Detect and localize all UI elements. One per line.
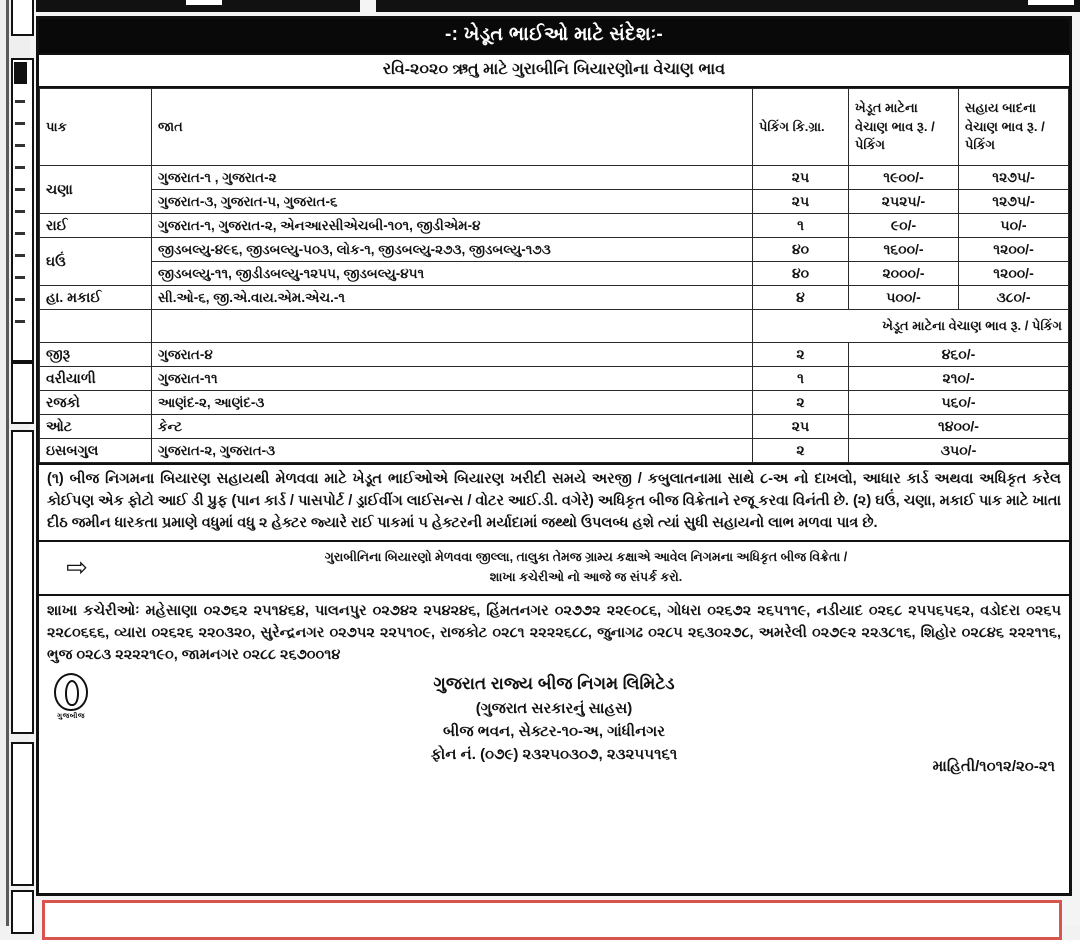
table-row [40,190,1069,214]
cell-price-subsidy: ૫૦/- [959,214,1069,238]
cell-crop: ચણા [40,166,152,214]
seed-price-table [39,88,1069,463]
terms-and-conditions-note: (૧) બીજ નિગમના બિયારણ સહાયથી મેળવવા માટે ખેડૂત ભાઈઓએ બિયારણ ખરીદી સમયે અરજી / કબુલાતનામા સાથે ૮-અ નો દાખલો, આધાર કાર્ડ અથવા અધિકૃત કરેલ કોઈપણ એક ફોટો આઈ ડી પ્રુફ (પાન કાર્ડ / પાસપોર્ટ / ડ્રાઈવીંગ લાઈસન્સ / વોટર આઈ.ડી. વગેરે) અધિકૃત બીજ વિક્રેતાને રજૂ કરવા વિનંતી છે. (૨) ઘઉં, ચણા, મકાઈ પાક માટે ખાતા દીઠ જમીન ધારકતા પ્રમાણે વધુમાં વધુ ૨ હેક્ટર જ્યારે રાઈ પાકમાં ૫ હેક્ટરની મર્યાદામાં જથ્થો ઉપલબ્ધ હશે ત્યાં સુધી સહાયનો લાભ મળવા પાત્ર છે. [39,463,1069,542]
logo-ring [54,673,88,711]
cell-price: ૫૬૦/- [849,391,1069,415]
cropped-red-box [42,900,1062,940]
cell-crop: ઇસબગુલ [40,439,152,463]
organisation-block [47,669,1061,767]
cell-price: ૨૧૦/- [849,367,1069,391]
cell-variety: કેન્ટ [152,415,753,439]
seed-corporation-logo-icon [49,673,93,721]
arrow-cell [45,552,109,583]
org-address: બીજ ભવન, સેક્ટર-૧૦-અ, ગાંધીનગર [443,723,665,741]
cropped-top-banner-right [376,0,1080,12]
table-row [40,391,1069,415]
cell-packing: ૨ [753,391,849,415]
cell-price: ૩૫૦/- [849,439,1069,463]
cell-packing: ૪ [753,286,849,310]
header-crop: પાક [40,89,152,166]
adjacent-box-2 [11,58,34,362]
contact-line-1: ગુરાબીનિના બિયારણો મેળવવા જીલ્લા, તાલુકા તેમજ ગ્રામ્ય કક્ષાએ આવેલ નિગમના અધિકૃત બીજ વિક્રેતા / [324,550,848,565]
cell-price: ૪૬૦/- [849,343,1069,367]
org-phone: ફોન નં. (૦૭૯) ૨૩૨૫૦૩૦૭, ૨૩૨૫૫૧૬૧ [430,746,678,764]
cell-price-subsidy: ૧૨૭૫/- [959,190,1069,214]
cell-variety: ગુજરાત-૧૧ [152,367,753,391]
cropped-top-banner-left [36,0,360,12]
advert-footer [39,669,1069,783]
cell-price: ૧૪૦૦/- [849,415,1069,439]
cell-packing: ૨૫ [753,415,849,439]
cell-crop: વરીયાળી [40,367,152,391]
branch-offices-list: શાખા કચેરીઓઃ મહેસાણા ૦૨૭૬૨ ૨૫૧૪૬૪, પાલનપુર ૦૨૭૪૨ ૨૫૪૨૪૬, હિંમતનગર ૦૨૭૭૨ ૨૨૯૦૮૬, ગોધરા ૦૨૬૭૨ ૨૬૫૧૧૯, નડીયાદ ૦૨૬૮ ૨૫૫૬૫૬૨, વડોદરા ૦૨૬૫ ૨૨૮૦૬૬૬, વ્યારા ૦૨૬૨૬ ૨૨૦૩૨૦, સુરેન્દ્રનગર ૦૨૭૫૨ ૨૨૫૧૦૯, રાજકોટ ૦૨૮૧ ૨૨૨૨૬૮૮, જુનાગઢ ૦૨૮૫ ૨૬૩૦૨૭૮, અમરેલી ૦૨૭૯૨ ૨૨૩૮૧૬, શિહોર ૦૨૮૪૬ ૨૨૨૧૧૬, ભુજ ૦૨૮૩ ૨૨૨૨૧૯૦, જામનગર ૦૨૮૮ ૨૬૭૦૦૧૪ [47,603,1061,663]
contact-lines [109,547,1063,587]
header-variety: જાત [152,89,753,166]
cell-packing: ૧ [753,214,849,238]
cell-price-farmer: ૧૯૦૦/- [849,166,959,190]
table-row [40,286,1069,310]
table-row [40,166,1069,190]
cell-price-farmer: ૨૫૨૫/- [849,190,959,214]
org-name: ગુજરાત રાજ્ય બીજ નિગમ લિમિટેડ [433,673,675,693]
cell-packing: ૧ [753,367,849,391]
header-packing: પેકિંગ કિ.ગ્રા. [753,89,849,166]
cell-crop: રજકો [40,391,152,415]
cell-crop: ઘઉં [40,238,152,286]
table-row [40,262,1069,286]
cell-price-farmer: ૨૦૦૦/- [849,262,959,286]
cell-packing: ૪૦ [753,262,849,286]
cell-variety: સી.ઓ-૬, જી.એ.વાય.એમ.એચ.-૧ [152,286,753,310]
advert-banner-title: -: ખેડૂત ભાઈઓ માટે સંદેશઃ- [39,19,1069,55]
adjacent-box-5 [11,742,34,886]
adjacent-box-4 [11,430,34,734]
contact-line-2: શાખા કચેરીઓ નો આજે જ સંપર્ક કરો. [489,570,683,585]
table-row [40,214,1069,238]
advert-sub-title: રવિ-૨૦૨૦ ઋતુ માટે ગુરાબીનિ બિયારણોના વેચાણ ભાવ [39,55,1069,88]
dealer-contact-strip [39,542,1069,596]
cell-price-farmer: ૧૬૦૦/- [849,238,959,262]
cell-variety: ગુજરાત-૧, ગુજરાત-૨, એનઆરસીએચબી-૧૦૧, જીડીએમ-૪ [152,214,753,238]
header-price-subsidy: સહાય બાદના વેચાણ ભાવ રૂ. / પેકિંગ [959,89,1069,166]
seed-price-advertisement [36,16,1072,896]
cell-variety: ગુજરાત-૪ [152,343,753,367]
right-arrow-icon: ⇨ [66,552,88,583]
table-header-row [40,89,1069,166]
cell-price-farmer: ૫૦૦/- [849,286,959,310]
table-row [40,238,1069,262]
table-band-row [40,310,1069,343]
cell-packing: ૨૫ [753,190,849,214]
adjacent-column-crop [0,0,30,926]
band-spacer-crop [40,310,152,343]
band-label: ખેડૂત માટેના વેચાણ ભાવ રૂ. / પેકિંગ [753,310,1069,343]
adjacent-box-3 [11,362,34,424]
adjacent-box-1 [11,0,34,36]
cell-price-subsidy: ૩૮૦/- [959,286,1069,310]
table-row [40,367,1069,391]
cell-packing: ૪૦ [753,238,849,262]
cell-crop: જીરૂ [40,343,152,367]
adjacent-box-6 [11,890,34,934]
cell-variety: જીડબલ્યુ-૪૯૬, જીડબલ્યુ-૫૦૩, લોક-૧, જીડબલ્યુ-૨૭૩, જીડબલ્યુ-૧૭૩ [152,238,753,262]
cell-crop: હા. મકાઈ [40,286,152,310]
adjacent-blackmark [14,62,27,84]
cell-price-subsidy: ૧૨૦૦/- [959,262,1069,286]
org-type: (ગુજરાત સરકારનું સાહસ) [475,699,633,717]
cell-variety: ગુજરાત-૧ , ગુજરાત-૨ [152,166,753,190]
header-price-farmer: ખેડૂત માટેના વેચાણ ભાવ રૂ. / પેકિંગ [849,89,959,166]
cell-packing: ૨૫ [753,166,849,190]
cell-variety: જીડબલ્યુ-૧૧, જીડીડબલ્યુ-૧૨૫૫, જીડબલ્યુ-૪૫૧ [152,262,753,286]
cell-price-subsidy: ૧૨૦૦/- [959,238,1069,262]
table-row [40,343,1069,367]
cell-variety: આણંદ-૨, આણંદ-૩ [152,391,753,415]
banner-chip-right [1028,0,1074,5]
band-spacer-variety [152,310,753,343]
cell-packing: ૨ [753,439,849,463]
cell-price-subsidy: ૧૨૭૫/- [959,166,1069,190]
column-divider-rule [6,0,9,926]
cell-packing: ૨ [753,343,849,367]
table-row [40,415,1069,439]
cell-price-farmer: ૯૦/- [849,214,959,238]
banner-chip [186,0,222,5]
cell-variety: ગુજરાત-૩, ગુજરાત-૫, ગુજરાત-૬ [152,190,753,214]
info-code: માહિતી/૧૦૧૨/૨૦-૨૧ [932,757,1055,775]
logo-caption: ગુજબીજ [57,712,85,720]
cell-variety: ગુજરાત-૨, ગુજરાત-૩ [152,439,753,463]
cell-crop: રાઈ [40,214,152,238]
cell-crop: ઓટ [40,415,152,439]
table-row [40,439,1069,463]
